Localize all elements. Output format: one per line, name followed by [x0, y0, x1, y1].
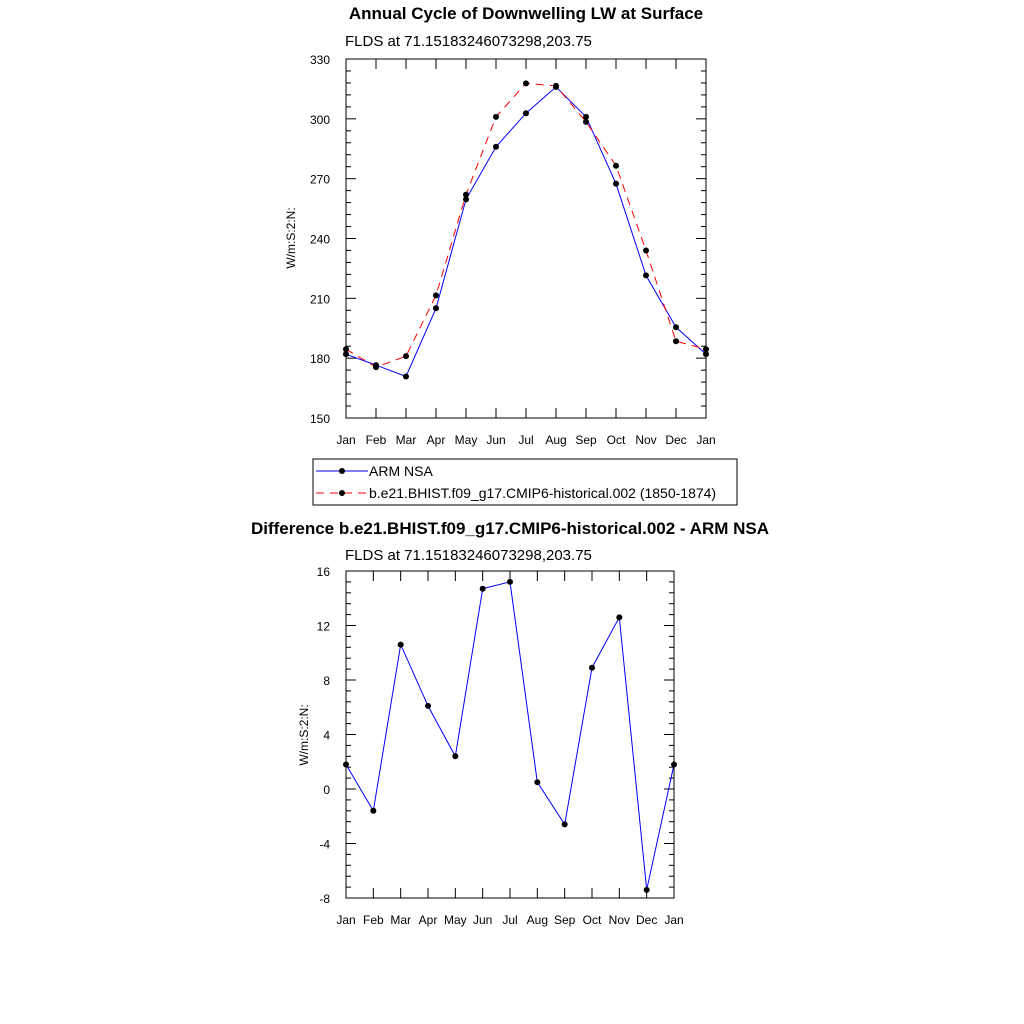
legend-marker-model — [339, 490, 345, 496]
y-tick-label: 4 — [323, 728, 330, 743]
x-tick-label: Feb — [362, 913, 384, 927]
data-point — [373, 364, 379, 370]
data-point — [644, 887, 650, 893]
data-point — [398, 642, 404, 648]
x-tick-label: Nov — [608, 913, 631, 927]
data-point — [553, 83, 559, 89]
x-tick-label: May — [443, 913, 467, 927]
data-point — [643, 247, 649, 253]
x-tick-label: Dec — [635, 913, 658, 927]
data-point — [493, 144, 499, 150]
data-point — [507, 579, 513, 585]
x-tick-label: Mar — [395, 433, 417, 447]
y-tick-label: 150 — [309, 412, 330, 426]
series-line-0 — [346, 582, 674, 890]
x-tick-label: Jul — [518, 433, 534, 447]
legend-label-arm-nsa: ARM NSA — [369, 463, 433, 479]
data-point — [403, 353, 409, 359]
annual-cycle-chart — [284, 4, 716, 447]
x-tick-label: Nov — [635, 433, 657, 447]
data-point — [562, 821, 568, 827]
y-tick-label: 210 — [309, 292, 330, 307]
series-line-1 — [346, 83, 706, 367]
x-tick-label: Sep — [575, 433, 597, 447]
y-tick-label: 240 — [309, 232, 330, 247]
series-layer — [343, 80, 709, 379]
data-point — [589, 665, 595, 671]
y-tick-label: 300 — [309, 112, 330, 127]
data-point — [425, 703, 431, 709]
data-point — [613, 163, 619, 169]
data-point — [403, 374, 409, 380]
x-tick-label: Oct — [606, 433, 626, 447]
data-point — [433, 292, 439, 298]
data-point — [370, 808, 376, 814]
x-tick-label: Feb — [365, 433, 387, 447]
data-point — [613, 181, 619, 187]
x-tick-label: Apr — [418, 913, 438, 927]
difference-chart — [251, 519, 769, 927]
x-tick-label: Oct — [582, 913, 602, 927]
chart-subtitle: FLDS at 71.15183246073298,203.75 — [345, 547, 592, 564]
x-tick-label: Aug — [545, 433, 567, 447]
data-point — [534, 779, 540, 785]
y-axis-label: W/m:S:2:N: — [297, 704, 311, 766]
data-point — [643, 272, 649, 278]
legend-entry-model — [316, 485, 716, 501]
y-tick-label: 330 — [309, 53, 330, 67]
y-tick-label: 12 — [316, 619, 330, 634]
x-tick-label: Jun — [472, 913, 493, 927]
x-tick-label: Dec — [665, 433, 687, 447]
y-tick-label: 180 — [309, 352, 330, 367]
series-line-0 — [346, 87, 706, 377]
x-tick-label: Jan — [336, 433, 356, 447]
data-point — [673, 324, 679, 330]
data-point — [523, 110, 529, 116]
x-tick-label: Sep — [553, 913, 576, 927]
chart-subtitle: FLDS at 71.15183246073298,203.75 — [345, 33, 592, 50]
data-point — [463, 192, 469, 198]
x-tick-label: Jan — [336, 913, 356, 927]
legend-marker-arm-nsa — [339, 468, 345, 474]
x-tick-label: Jan — [696, 433, 716, 447]
data-point — [493, 114, 499, 120]
data-point — [433, 305, 439, 311]
x-tick-label: Jun — [486, 433, 506, 447]
data-point — [616, 614, 622, 620]
y-tick-label: 8 — [323, 674, 330, 688]
x-tick-label: Apr — [426, 433, 446, 447]
series-layer — [343, 579, 677, 893]
y-tick-label: 16 — [316, 565, 330, 579]
legend-label-model: b.e21.BHIST.f09_g17.CMIP6-historical.002 (1850-1874) — [369, 485, 717, 501]
x-tick-label: Aug — [526, 913, 549, 927]
tick-labels — [310, 53, 716, 447]
y-tick-label: 270 — [309, 172, 330, 187]
y-tick-label: -8 — [319, 892, 330, 906]
data-point — [673, 338, 679, 344]
x-tick-label: May — [454, 433, 478, 447]
data-point — [480, 586, 486, 592]
chart-title: Difference b.e21.BHIST.f09_g17.CMIP6-historical.002 - ARM NSA — [250, 519, 770, 538]
x-tick-label: Jul — [502, 913, 518, 927]
y-tick-label: -4 — [319, 837, 330, 852]
axis-ticks — [346, 571, 674, 898]
tick-labels — [317, 565, 684, 927]
plot-frame — [346, 571, 674, 898]
y-axis-label: W/m:S:2:N: — [284, 207, 298, 269]
data-point — [452, 753, 458, 759]
y-tick-label: 0 — [323, 783, 330, 797]
data-point — [523, 80, 529, 86]
x-tick-label: Jan — [664, 913, 684, 927]
chart-title: Annual Cycle of Downwelling LW at Surface — [348, 4, 704, 23]
x-tick-label: Mar — [390, 913, 412, 927]
legend — [313, 459, 737, 505]
data-point — [583, 119, 589, 125]
